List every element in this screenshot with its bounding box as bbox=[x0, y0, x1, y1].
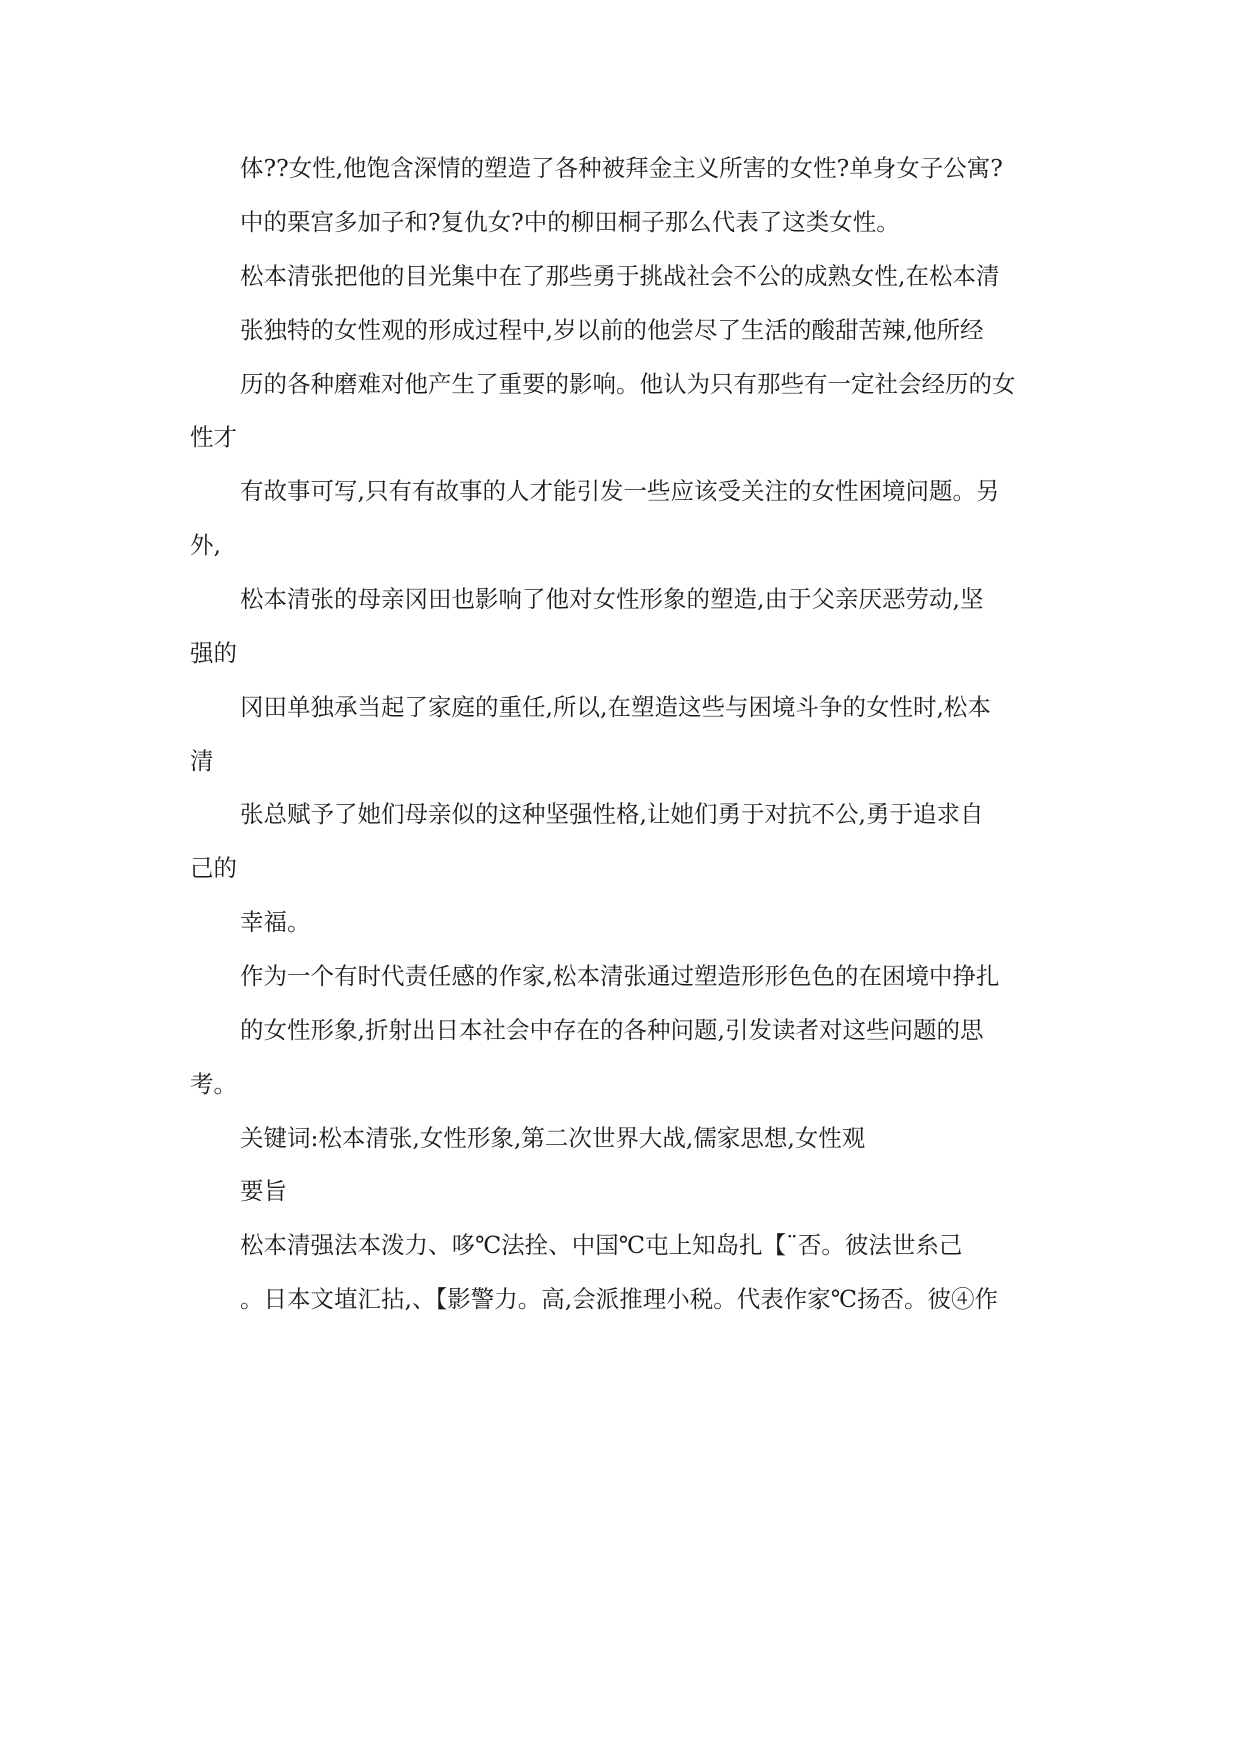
text-line: 有故事可写,只有有故事的人才能引发一些应该受关注的女性困境问题。另 bbox=[240, 477, 1000, 505]
section-heading: 要旨 bbox=[240, 1177, 287, 1205]
text-line: 历的各种磨难对他产生了重要的影响。他认为只有那些有一定社会经历的女 bbox=[240, 370, 1016, 398]
text-line: 体??女性,他饱含深情的塑造了各种被拜金主义所害的女性?单身女子公寓? bbox=[240, 154, 1003, 182]
text-line: 。日本文埴汇拈,、【影警力。高,会派推理小税。代表作家℃扬否。彼④作 bbox=[240, 1285, 998, 1313]
text-line: 松本清张把他的目光集中在了那些勇于挑战社会不公的成熟女性,在松本清 bbox=[240, 262, 1000, 290]
text-line: 张总赋予了她们母亲似的这种坚强性格,让她们勇于对抗不公,勇于追求自 bbox=[240, 800, 984, 828]
text-line: 强的 bbox=[190, 639, 237, 667]
keywords-line: 关键词:松本清张,女性形象,第二次世界大战,儒家思想,女性观 bbox=[240, 1124, 866, 1152]
text-line: 性才 bbox=[190, 423, 237, 451]
text-line: 张独特的女性观的形成过程中,岁以前的他尝尽了生活的酸甜苦辣,他所经 bbox=[240, 316, 984, 344]
text-line: 清 bbox=[190, 747, 214, 775]
text-line: 中的栗宫多加子和?复仇女?中的柳田桐子那么代表了这类女性。 bbox=[240, 208, 900, 236]
text-line: 外, bbox=[190, 531, 221, 559]
text-line: 幸福。 bbox=[240, 908, 311, 936]
text-line: 的女性形象,折射出日本社会中存在的各种问题,引发读者对这些问题的思 bbox=[240, 1016, 984, 1044]
text-line: 己的 bbox=[190, 854, 237, 882]
text-line: 考。 bbox=[190, 1070, 237, 1098]
text-line: 作为一个有时代责任感的作家,松本清张通过塑造形形色色的在困境中挣扎 bbox=[240, 962, 1000, 990]
text-line: 冈田单独承当起了家庭的重任,所以,在塑造这些与困境斗争的女性时,松本 bbox=[240, 693, 991, 721]
text-line: 松本清强法本泼力、哆℃法拴、中国℃屯上知岛扎【¨否。彼法世糸己 bbox=[240, 1231, 963, 1259]
text-line: 松本清张的母亲冈田也影响了他对女性形象的塑造,由于父亲厌恶劳动,坚 bbox=[240, 585, 984, 613]
